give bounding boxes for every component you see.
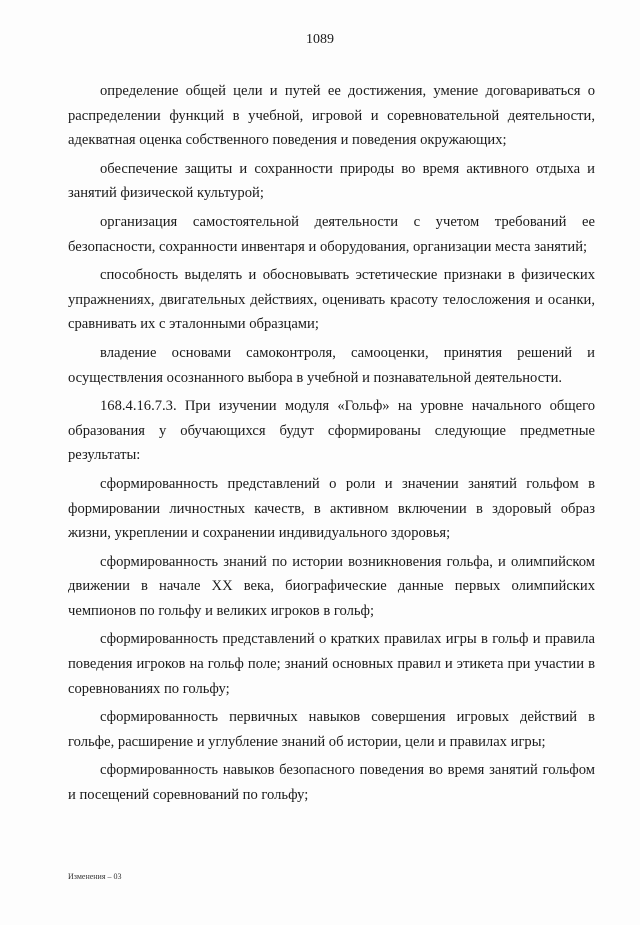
paragraph: сформированность знаний по истории возникновения гольфа, и олимпийском движении в начале XX века, биографические данные первых олимпийских чемпионов по гольфу и великих игроков в гольф; (68, 553, 595, 619)
paragraph: сформированность первичных навыков совершения игровых действий в гольфе, расширение и углубление знаний об истории, цели и правилах игры; (68, 709, 595, 750)
body-text (68, 79, 595, 812)
paragraph: обеспечение защиты и сохранности природы во время активного отдыха и занятий физической культурой; (68, 160, 595, 202)
paragraph: определение общей цели и путей ее достижения, умение договариваться о распределении функций в учебной, игровой и соревновательной деятельности, адекватная оценка собственного поведения и поведения окружающих; (68, 83, 595, 149)
paragraph: способность выделять и обосновывать эстетические признаки в физических упражнениях, двигательных действиях, оценивать красоту телосложения и осанки, сравнивать их с эталонными образцами; (68, 267, 595, 333)
section-paragraph: 168.4.16.7.3. При изучении модуля «Гольф» на уровне начального общего образования у обучающихся будут сформированы следующие предметные результаты: (68, 398, 595, 464)
page-number: 1089 (306, 32, 334, 47)
footer-note: Изменения – 03 (68, 872, 122, 881)
paragraph: организация самостоятельной деятельности с учетом требований ее безопасности, сохранности инвентаря и оборудования, организации места занятий; (68, 213, 595, 255)
paragraph: сформированность навыков безопасного поведения во время занятий гольфом и посещений соревнований по гольфу; (68, 762, 595, 804)
paragraph: сформированность представлений о роли и значении занятий гольфом в формировании личностных качеств, в активном включении в здоровый образ жизни, укреплении и сохранении индивидуального здоровья; (68, 475, 595, 542)
paragraph: сформированность представлений о кратких правилах игры в гольф и правила поведения игроков на гольф поле; знаний основных правил и этикета при участии в соревнованиях по гольфу; (68, 631, 595, 697)
paragraph: владение основами самоконтроля, самооценки, принятия решений и осуществления осознанного выбора в учебной и познавательной деятельности. (68, 344, 595, 386)
